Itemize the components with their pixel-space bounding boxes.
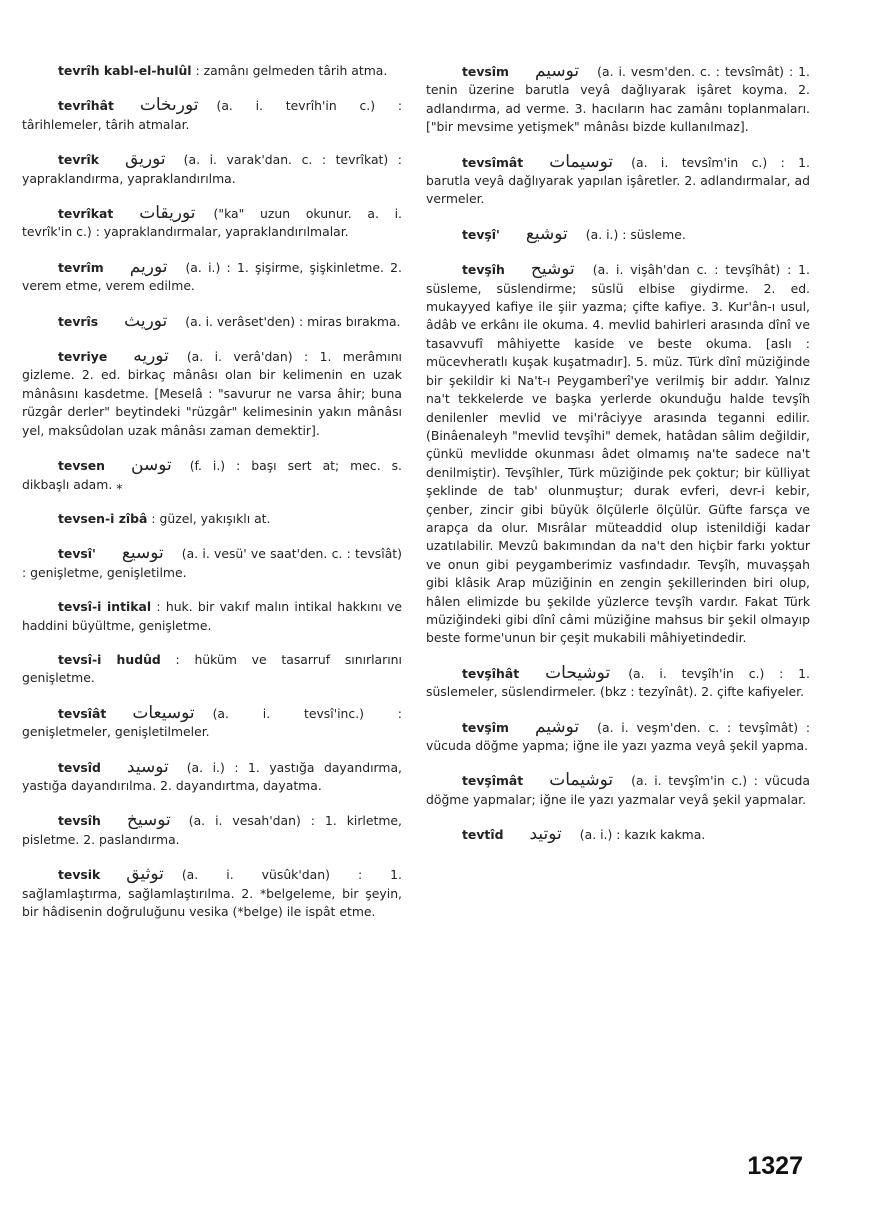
headword: tevrîhât [58, 98, 114, 114]
definition: (a. i. vesü' ve saat'den. c. : tevsîât) : genişletme, genişletilme. [22, 546, 402, 580]
headword: tevşîh [462, 262, 505, 278]
dictionary-entry [426, 225, 810, 244]
dictionary-entry [426, 153, 810, 209]
arabic-script: توسيمات [549, 151, 614, 172]
dictionary-entry [22, 204, 402, 242]
arabic-script: توسيع [121, 543, 164, 564]
headword: tevsî' [58, 546, 96, 562]
definition: : zamânı gelmeden târih atma. [195, 63, 388, 78]
definition: (a. i. veşm'den. c. : tevşîmât) : vücuda döğme yapma; iğne ile yazı yazma veyâ şekil yapma. [426, 719, 810, 753]
headword: tevşîhât [462, 665, 520, 681]
arabic-script: توشيحات [545, 662, 611, 683]
definition: (a. i.) : 1. yastığa dayandırma, yastığa dayandırılma. 2. dayandırtma, dayatma. [22, 759, 402, 793]
dictionary-entry [426, 260, 810, 648]
arabic-script: توريث [124, 310, 168, 331]
definition: : güzel, yakışıklı at. [151, 510, 271, 526]
arabic-script: توريق [125, 149, 166, 170]
headword: tevsen-i zîbâ [58, 510, 148, 526]
dictionary-entry [22, 347, 402, 440]
headword: tevtîd [462, 827, 504, 843]
definition: (a. i. vesah'dan) : 1. kirletme, pisletme. 2. paslandırma. [22, 813, 402, 847]
headword: tevsî-i intikal [58, 599, 152, 615]
definition: (a. i. tevsî'inc.) : genişletmeler, genişletilmeler. [22, 705, 402, 740]
dictionary-entry [22, 651, 402, 688]
definition: (a. i. vesm'den. c. : tevsîmât) : 1. tenin üzerine barutla veyâ dağlıyarak işâret koyma. 2. adlandırma, ad verme. 3. hacıların hac zamânı toplanmaları. ["bir mevsime yetişmek" mânâsı bizde kullanılmaz]. [426, 64, 810, 135]
left-column [22, 62, 402, 937]
arabic-script: تورىخات [139, 95, 199, 116]
arabic-script: توشيع [525, 223, 568, 244]
definition: (a. i. tevrîh'in c.) : târihlemeler, târih atmalar. [22, 98, 402, 132]
dictionary-entry [22, 312, 402, 331]
headword: tevsîmât [462, 154, 524, 170]
definition: (a. i.) : kazık kakma. [579, 827, 706, 843]
dictionary-entry [426, 825, 810, 844]
dictionary-entry [22, 510, 402, 528]
dictionary-entry [426, 62, 810, 137]
definition: (a. i. tevsîm'in c.) : 1. barutla veyâ dağlıyarak yapılan işâretler. 2. adlandırmalar, ad vermeler. [426, 154, 810, 207]
dictionary-entry [22, 598, 402, 635]
headword: tevsîm [462, 64, 509, 79]
headword: tevsîd [58, 759, 101, 775]
dictionary-entry [22, 704, 402, 742]
arabic-script: توشيح [530, 259, 575, 280]
definition: (a. i.) : 1. şişirme, şişkinletme. 2. verem etme, verem edilme. [22, 259, 402, 294]
arabic-script: توريه [133, 346, 169, 367]
headword: tevrîm [58, 259, 104, 275]
headword: tevsî-i hudûd [58, 651, 161, 667]
headword: tevrîs [58, 313, 99, 329]
definition: (a. i.) : süsleme. [585, 226, 686, 242]
definition: (a. i. vişâh'dan c. : tevşîhât) : 1. süsleme, süslendirme; süslü elbise giydirme. 2. ed. mukayyed kafiye ile şiir yazma; çifte kafiye. 3. Kur'ân-ı usul, âdâb ve erkânı ile okuma. 4. mevlid bahirleri arasında dînî ve tasavvufî mâhiyette kaside ve beste okuma. [aslı : mücevheratlı kuşak kuşatmadır]. 5. müz. Türk dînî müziğinde bir şekildir ki Na't-ı Peygamberî'ye verilmiş bir addır. Yalnız na't tekkelerde ve başka yerlerde okunduğu halde tevşîh denilenler mevlid ve mi'râciyye arasında teganni edilir. (Binâenaleyh "mevlid tevşîhi" demek, hatâdan sâlim değildir, çünkü mevlidde okunması âdet olmamış na'te sadece na't denilmiştir). Tevşîhler, Türk müziğinde pek çoktur; bir külliyat şeklinde de tab' olunmuştur; durak evferi, devr-i kebir, çenber, zincir gibi büyük ölçülerle ölçülür. Güfte farsça ve arapça da olur. Mısrâlar müteaddid olup istenildiği kadar uzatılabilir. Mevzû bakımından da na't den hiçbir farkı yoktur ve onun gibi peygamberimiz vasfındadır. Tevşîh, muvaşşah gibi klâsik Arap müziğinin en zengin şekillerinden biri olup, hâlen elimizde bu şekilde yüzlerce tevşîh vardır. Fakat Türk müziğindeki gibi dînî câmi müziğine mahsus bir şekil olmayıp beste forme'unun bir çeşit mukabili mâhiyetindedir. [426, 262, 810, 646]
definition: (a. i. verâset'den) : miras bırakma. [185, 313, 401, 329]
headword: tevsen [58, 458, 106, 474]
definition: (f. i.) : başı sert at; mec. s. dikbaşlı adam. ⁎ [22, 458, 402, 492]
dictionary-entry [22, 96, 402, 134]
dictionary-entry [22, 62, 402, 80]
definition: (a. i. tevşîh'in c.) : 1. süslemeler, süslendirmeler. (bkz : tezyînât). 2. çifte kafiyeler. [426, 665, 810, 700]
headword: tevriye [58, 349, 108, 365]
arabic-script: توسيد [126, 756, 169, 777]
definition: (a. i. tevşîm'in c.) : vücuda döğme yapmalar; iğne ile yazı yazmalar veyâ şekil yapmalar. [426, 773, 810, 807]
headword: tevsik [58, 867, 101, 883]
headword: tevsîât [58, 705, 107, 721]
dictionary-entry [22, 758, 402, 796]
page-number: 1327 [747, 1152, 803, 1180]
headword: tevrîh kabl-el-hulûl [58, 63, 192, 78]
arabic-script: توتيد [529, 824, 562, 845]
arabic-script: توثيق [126, 864, 164, 885]
definition: (a. i. varak'dan. c. : tevrîkat) : yapraklandırma, yapraklandırılma. [22, 152, 402, 186]
arabic-script: توسيم [534, 61, 580, 81]
dictionary-entry [426, 718, 810, 756]
definition: ("ka" uzun okunur. a. i. tevrîk'in c.) : yapraklandırmalar, yapraklandırılmalar. [22, 206, 402, 240]
arabic-script: توسيعات [132, 702, 195, 723]
headword: tevşîm [462, 719, 509, 735]
dictionary-entry [426, 664, 810, 702]
definition: (a. i. verâ'dan) : 1. merâmını gizleme. 2. ed. birkaç mânâsı olan bir kelimenin en uzak mânâsını kasdetme. [Meselâ : "savurur ne varsa âhir; buna rüzgâr derler" beytindeki "rüzgâr" kelimesinin yakın mânâsı yel, maksûdolan uzak mânâsı zaman demektir]. [22, 349, 402, 438]
headword: tevşî' [462, 226, 500, 242]
arabic-script: توشيم [534, 716, 580, 737]
right-column [426, 62, 810, 861]
dictionary-entry [22, 544, 402, 582]
headword: tevrîk [58, 152, 100, 168]
definition: : huk. bir vakıf malın intikal hakkını ve haddini büyültme, genişletme. [22, 599, 402, 633]
definition: (a. i. vüsûk'dan) : 1. sağlamlaştırma, sağlamlaştırılma. 2. *belgeleme, bir şeyin, bir hâdisenin doğruluğunu vesika (*belge) ile ispât etme. [22, 867, 402, 919]
dictionary-entry [22, 150, 402, 188]
arabic-script: توريم [129, 256, 168, 277]
headword: tevsîh [58, 813, 101, 829]
dictionary-entry [22, 456, 402, 494]
dictionary-entry [22, 811, 402, 849]
definition: : hüküm ve tasarruf sınırlarını genişletme. [22, 651, 402, 686]
arabic-script: توسيخ [126, 810, 171, 831]
arabic-script: توسن [131, 455, 172, 476]
dictionary-entry [22, 865, 402, 921]
dictionary-entry [22, 258, 402, 296]
arabic-script: توشيمات [549, 770, 614, 791]
headword: tevrîkat [58, 206, 114, 222]
dictionary-entry [426, 771, 810, 809]
headword: tevşîmât [462, 773, 524, 789]
arabic-script: توريقات [139, 203, 196, 224]
